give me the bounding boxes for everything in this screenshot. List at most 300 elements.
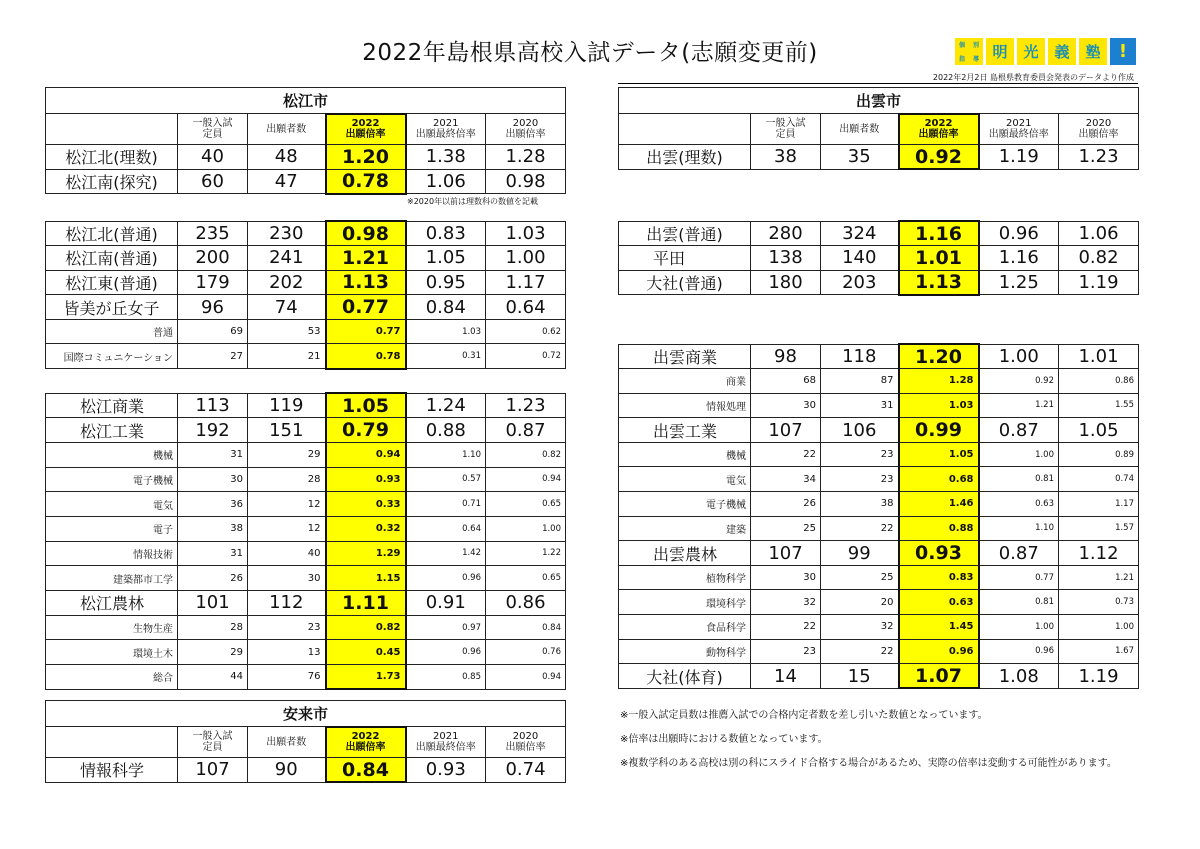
ratio-2022: 0.94: [326, 442, 406, 467]
header-cell: 2021 出願最終倍率: [406, 727, 486, 758]
applicants: 21: [248, 344, 326, 369]
school-name: 大社(普通): [619, 270, 751, 295]
footnote: ※一般入試定員数は推薦入試での合格内定者数を差し引いた数値となっています。: [620, 710, 988, 721]
logo-char: 塾: [1079, 38, 1107, 65]
school-row: [46, 758, 566, 783]
capacity: 14: [751, 664, 821, 689]
ratio-2020: 1.12: [1059, 541, 1139, 566]
ratio-2022: 0.79: [326, 418, 406, 443]
logo-char: 明: [986, 38, 1014, 65]
capacity: 40: [178, 145, 248, 170]
ratio-2021: 0.88: [406, 418, 486, 443]
applicants: 30: [248, 566, 326, 591]
applicants: 106: [821, 418, 899, 443]
school-row: [46, 145, 566, 170]
header-cell: 出願者数: [821, 114, 899, 145]
ratio-2021: 0.96: [406, 566, 486, 591]
table-izumo-b: [618, 220, 1139, 296]
school-name: 植物科学: [619, 565, 751, 590]
school-name: 皆美が丘女子: [46, 295, 178, 320]
header-cell: 2020 出願倍率: [1059, 114, 1139, 145]
capacity: 36: [178, 492, 248, 517]
capacity: 30: [178, 467, 248, 492]
school-name: 出雲農林: [619, 541, 751, 566]
ratio-2020: 1.28: [486, 145, 566, 170]
city-title: 安来市: [46, 701, 566, 727]
school-row: [619, 344, 1139, 369]
header-cell: 2020 出願倍率: [486, 114, 566, 145]
table-izumo-c: [618, 343, 1139, 689]
column-header-row: [46, 114, 566, 145]
ratio-2020: 1.23: [486, 393, 566, 418]
ratio-2021: 0.31: [406, 344, 486, 369]
logo: [955, 38, 1136, 65]
header-cell: 一般入試 定員: [178, 114, 248, 145]
city-title: 出雲市: [619, 88, 1139, 114]
table-izumo-a: [618, 87, 1139, 170]
ratio-2020: 0.74: [486, 758, 566, 783]
applicants: 22: [821, 516, 899, 541]
capacity: 38: [178, 516, 248, 541]
ratio-2021: 1.10: [979, 516, 1059, 541]
ratio-2021: 1.00: [979, 344, 1059, 369]
capacity: 32: [751, 590, 821, 615]
applicants: 20: [821, 590, 899, 615]
applicants: 112: [248, 591, 326, 616]
school-name: 松江南(普通): [46, 246, 178, 271]
ratio-2021: 0.97: [406, 615, 486, 640]
ratio-2021: 1.16: [979, 246, 1059, 271]
applicants: 12: [248, 516, 326, 541]
ratio-2022: 0.93: [326, 467, 406, 492]
school-row: [46, 169, 566, 194]
table-matsue-a: [45, 87, 566, 195]
school-row: [46, 246, 566, 271]
ratio-2020: 1.00: [486, 246, 566, 271]
capacity: 180: [751, 270, 821, 295]
logo-char: 義: [1048, 38, 1076, 65]
ratio-2022: 1.05: [899, 442, 979, 467]
capacity: 28: [178, 615, 248, 640]
department-row: [46, 566, 566, 591]
department-row: [619, 590, 1139, 615]
ratio-2022: 0.82: [326, 615, 406, 640]
capacity: 98: [751, 344, 821, 369]
school-row: [46, 591, 566, 616]
applicants: 151: [248, 418, 326, 443]
school-name: 松江商業: [46, 393, 178, 418]
school-name: 国際コミュニケーション: [46, 344, 178, 369]
ratio-2020: 0.94: [486, 665, 566, 690]
capacity: 22: [751, 442, 821, 467]
applicants: 202: [248, 270, 326, 295]
school-name: 電子: [46, 516, 178, 541]
ratio-2022: 1.21: [326, 246, 406, 271]
ratio-2022: 1.45: [899, 615, 979, 640]
department-row: [619, 442, 1139, 467]
capacity: 22: [751, 615, 821, 640]
logo-small-mark: [955, 38, 983, 65]
school-name: 商業: [619, 369, 751, 394]
applicants: 12: [248, 492, 326, 517]
school-name: 電気: [619, 467, 751, 492]
capacity: 26: [178, 566, 248, 591]
ratio-2021: 1.06: [406, 169, 486, 194]
school-name: 電気: [46, 492, 178, 517]
department-row: [46, 640, 566, 665]
capacity: 280: [751, 221, 821, 246]
ratio-2022: 1.15: [326, 566, 406, 591]
capacity: 34: [751, 467, 821, 492]
ratio-2022: 0.84: [326, 758, 406, 783]
school-row: [619, 145, 1139, 170]
capacity: 107: [178, 758, 248, 783]
department-row: [46, 541, 566, 566]
ratio-2022: 1.07: [899, 664, 979, 689]
ratio-2022: 0.63: [899, 590, 979, 615]
applicants: 15: [821, 664, 899, 689]
capacity: 107: [751, 541, 821, 566]
capacity: 101: [178, 591, 248, 616]
ratio-2021: 0.87: [979, 418, 1059, 443]
ratio-2020: 1.67: [1059, 639, 1139, 664]
capacity: 31: [178, 442, 248, 467]
school-row: [46, 295, 566, 320]
school-name: 松江北(理数): [46, 145, 178, 170]
ratio-2021: 1.42: [406, 541, 486, 566]
capacity: 27: [178, 344, 248, 369]
table-matsue-b: [45, 220, 566, 370]
capacity: 68: [751, 369, 821, 394]
city-title: 松江市: [46, 88, 566, 114]
ratio-2021: 1.38: [406, 145, 486, 170]
ratio-2020: 0.82: [1059, 246, 1139, 271]
applicants: 76: [248, 665, 326, 690]
ratio-2021: 0.83: [406, 221, 486, 246]
school-name: 出雲商業: [619, 344, 751, 369]
ratio-2022: 1.13: [899, 270, 979, 295]
ratio-2020: 0.89: [1059, 442, 1139, 467]
capacity: 31: [178, 541, 248, 566]
ratio-2020: 0.64: [486, 295, 566, 320]
applicants: 32: [821, 615, 899, 640]
applicants: 324: [821, 221, 899, 246]
capacity: 60: [178, 169, 248, 194]
ratio-2020: 0.84: [486, 615, 566, 640]
ratio-2020: 0.87: [486, 418, 566, 443]
school-row: [46, 418, 566, 443]
header-cell: [46, 727, 178, 758]
ratio-2022: 0.83: [899, 565, 979, 590]
capacity: 235: [178, 221, 248, 246]
ratio-2020: 0.94: [486, 467, 566, 492]
applicants: 25: [821, 565, 899, 590]
ratio-2022: 1.73: [326, 665, 406, 690]
header-cell: 2022 出願倍率: [326, 727, 406, 758]
capacity: 179: [178, 270, 248, 295]
applicants: 119: [248, 393, 326, 418]
header-cell: 2022 出願倍率: [326, 114, 406, 145]
ratio-2022: 1.16: [899, 221, 979, 246]
department-row: [46, 492, 566, 517]
ratio-2021: 1.03: [406, 319, 486, 344]
capacity: 23: [751, 639, 821, 664]
school-name: 建築都市工学: [46, 566, 178, 591]
department-row: [619, 639, 1139, 664]
ratio-2020: 0.72: [486, 344, 566, 369]
school-name: 情報科学: [46, 758, 178, 783]
school-name: 機械: [46, 442, 178, 467]
applicants: 48: [248, 145, 326, 170]
ratio-2021: 0.84: [406, 295, 486, 320]
applicants: 140: [821, 246, 899, 271]
column-header-row: [619, 114, 1139, 145]
capacity: 30: [751, 393, 821, 418]
applicants: 23: [248, 615, 326, 640]
ratio-2022: 1.46: [899, 492, 979, 517]
ratio-2020: 1.57: [1059, 516, 1139, 541]
ratio-2021: 0.96: [979, 221, 1059, 246]
department-row: [619, 369, 1139, 394]
ratio-2021: 1.24: [406, 393, 486, 418]
applicants: 241: [248, 246, 326, 271]
ratio-2021: 1.10: [406, 442, 486, 467]
applicants: 31: [821, 393, 899, 418]
ratio-2020: 1.00: [486, 516, 566, 541]
ratio-2021: 1.08: [979, 664, 1059, 689]
header-cell: [46, 114, 178, 145]
school-name: 松江農林: [46, 591, 178, 616]
school-name: 松江工業: [46, 418, 178, 443]
ratio-2020: 1.06: [1059, 221, 1139, 246]
logo-char: 個: [958, 42, 965, 50]
ratio-2021: 0.95: [406, 270, 486, 295]
department-row: [619, 393, 1139, 418]
ratio-2022: 1.01: [899, 246, 979, 271]
ratio-2020: 0.82: [486, 442, 566, 467]
ratio-2020: 0.62: [486, 319, 566, 344]
capacity: 44: [178, 665, 248, 690]
ratio-2022: 0.77: [326, 295, 406, 320]
ratio-2020: 0.86: [1059, 369, 1139, 394]
capacity: 30: [751, 565, 821, 590]
department-row: [46, 665, 566, 690]
ratio-2022: 0.77: [326, 319, 406, 344]
ratio-2020: 1.01: [1059, 344, 1139, 369]
ratio-2022: 0.68: [899, 467, 979, 492]
ratio-2020: 1.00: [1059, 615, 1139, 640]
department-row: [46, 516, 566, 541]
logo-exclamation-icon: !: [1110, 38, 1136, 65]
ratio-2021: 0.57: [406, 467, 486, 492]
applicants: 99: [821, 541, 899, 566]
capacity: 69: [178, 319, 248, 344]
header-cell: 2021 出願最終倍率: [406, 114, 486, 145]
header-cell: 2021 出願最終倍率: [979, 114, 1059, 145]
ratio-2022: 1.03: [899, 393, 979, 418]
department-row: [46, 344, 566, 369]
logo-char: 別: [972, 42, 979, 50]
school-row: [46, 221, 566, 246]
school-row: [46, 270, 566, 295]
applicants: 22: [821, 639, 899, 664]
school-name: 生物生産: [46, 615, 178, 640]
header-cell: [619, 114, 751, 145]
capacity: 138: [751, 246, 821, 271]
ratio-2021: 0.93: [406, 758, 486, 783]
applicants: 74: [248, 295, 326, 320]
school-row: [619, 221, 1139, 246]
school-name: 電子機械: [619, 492, 751, 517]
logo-char: 光: [1017, 38, 1045, 65]
page-title: 2022年島根県高校入試データ(志願変更前): [362, 40, 818, 66]
ratio-2020: 0.86: [486, 591, 566, 616]
ratio-2021: 1.21: [979, 393, 1059, 418]
applicants: 53: [248, 319, 326, 344]
applicants: 23: [821, 467, 899, 492]
school-row: [619, 246, 1139, 271]
capacity: 29: [178, 640, 248, 665]
applicants: 38: [821, 492, 899, 517]
department-row: [619, 516, 1139, 541]
source-note: 2022年2月2日 島根県教育委員会発表のデータより作成: [932, 73, 1134, 82]
ratio-2021: 0.96: [979, 639, 1059, 664]
department-row: [46, 319, 566, 344]
ratio-2020: 0.65: [486, 492, 566, 517]
capacity: 113: [178, 393, 248, 418]
header-cell: 2022 出願倍率: [899, 114, 979, 145]
header-cell: 出願者数: [248, 727, 326, 758]
table-matsue-c: [45, 392, 566, 690]
ratio-2021: 0.64: [406, 516, 486, 541]
ratio-2022: 0.45: [326, 640, 406, 665]
applicants: 29: [248, 442, 326, 467]
header-cell: 2020 出願倍率: [486, 727, 566, 758]
ratio-2022: 0.96: [899, 639, 979, 664]
ratio-2022: 0.92: [899, 145, 979, 170]
applicants: 13: [248, 640, 326, 665]
ratio-2022: 1.05: [326, 393, 406, 418]
ratio-2022: 1.29: [326, 541, 406, 566]
school-name: 総合: [46, 665, 178, 690]
school-name: 食品科学: [619, 615, 751, 640]
applicants: 203: [821, 270, 899, 295]
ratio-2020: 0.73: [1059, 590, 1139, 615]
school-row: [46, 393, 566, 418]
footnote: ※複数学科のある高校は別の科にスライド合格する場合があるため、実際の倍率は変動する可能性があります。: [620, 758, 1117, 769]
department-row: [619, 565, 1139, 590]
school-name: 動物科学: [619, 639, 751, 664]
ratio-2020: 1.55: [1059, 393, 1139, 418]
ratio-2020: 1.21: [1059, 565, 1139, 590]
ratio-2021: 1.05: [406, 246, 486, 271]
ratio-2021: 0.77: [979, 565, 1059, 590]
school-name: 松江東(普通): [46, 270, 178, 295]
ratio-2022: 0.33: [326, 492, 406, 517]
ratio-2022: 1.20: [899, 344, 979, 369]
applicants: 118: [821, 344, 899, 369]
department-row: [619, 467, 1139, 492]
ratio-2020: 1.22: [486, 541, 566, 566]
ratio-2021: 0.96: [406, 640, 486, 665]
applicants: 40: [248, 541, 326, 566]
capacity: 96: [178, 295, 248, 320]
school-name: 大社(体育): [619, 664, 751, 689]
applicants: 23: [821, 442, 899, 467]
header-cell: 出願者数: [248, 114, 326, 145]
school-name: 松江南(探究): [46, 169, 178, 194]
ratio-2021: 0.85: [406, 665, 486, 690]
header-cell: 一般入試 定員: [178, 727, 248, 758]
ratio-2021: 0.87: [979, 541, 1059, 566]
ratio-2021: 0.81: [979, 467, 1059, 492]
ratio-2021: 0.91: [406, 591, 486, 616]
department-row: [619, 492, 1139, 517]
school-name: 情報技術: [46, 541, 178, 566]
capacity: 25: [751, 516, 821, 541]
school-row: [619, 418, 1139, 443]
table-yasugi: [45, 700, 566, 783]
applicants: 90: [248, 758, 326, 783]
ratio-2021: 1.19: [979, 145, 1059, 170]
ratio-2020: 1.17: [1059, 492, 1139, 517]
ratio-2022: 0.78: [326, 169, 406, 194]
ratio-2021: 1.25: [979, 270, 1059, 295]
school-name: 環境科学: [619, 590, 751, 615]
ratio-2021: 0.63: [979, 492, 1059, 517]
school-name: 情報処理: [619, 393, 751, 418]
ratio-2021: 0.81: [979, 590, 1059, 615]
school-row: [619, 541, 1139, 566]
ratio-2022: 1.20: [326, 145, 406, 170]
school-name: 電子機械: [46, 467, 178, 492]
column-header-row: [46, 727, 566, 758]
rika-note: ※2020年以前は理数科の数値を記載: [407, 197, 539, 206]
ratio-2020: 1.17: [486, 270, 566, 295]
ratio-2022: 1.11: [326, 591, 406, 616]
capacity: 38: [751, 145, 821, 170]
logo-char: 指: [958, 55, 965, 63]
school-name: 出雲(普通): [619, 221, 751, 246]
school-name: 平田: [619, 246, 751, 271]
department-row: [46, 615, 566, 640]
capacity: 192: [178, 418, 248, 443]
footnotes: [620, 710, 1140, 782]
logo-char: 導: [972, 55, 979, 63]
ratio-2020: 1.19: [1059, 270, 1139, 295]
ratio-2021: 0.71: [406, 492, 486, 517]
ratio-2020: 1.05: [1059, 418, 1139, 443]
ratio-2020: 0.74: [1059, 467, 1139, 492]
applicants: 87: [821, 369, 899, 394]
ratio-2021: 0.92: [979, 369, 1059, 394]
divider: [618, 83, 1138, 84]
capacity: 200: [178, 246, 248, 271]
ratio-2022: 0.99: [899, 418, 979, 443]
school-name: 出雲(理数): [619, 145, 751, 170]
applicants: 28: [248, 467, 326, 492]
ratio-2022: 0.32: [326, 516, 406, 541]
school-name: 松江北(普通): [46, 221, 178, 246]
school-name: 環境土木: [46, 640, 178, 665]
school-row: [619, 270, 1139, 295]
school-name: 機械: [619, 442, 751, 467]
ratio-2022: 0.78: [326, 344, 406, 369]
ratio-2020: 1.23: [1059, 145, 1139, 170]
capacity: 26: [751, 492, 821, 517]
applicants: 47: [248, 169, 326, 194]
ratio-2022: 1.28: [899, 369, 979, 394]
